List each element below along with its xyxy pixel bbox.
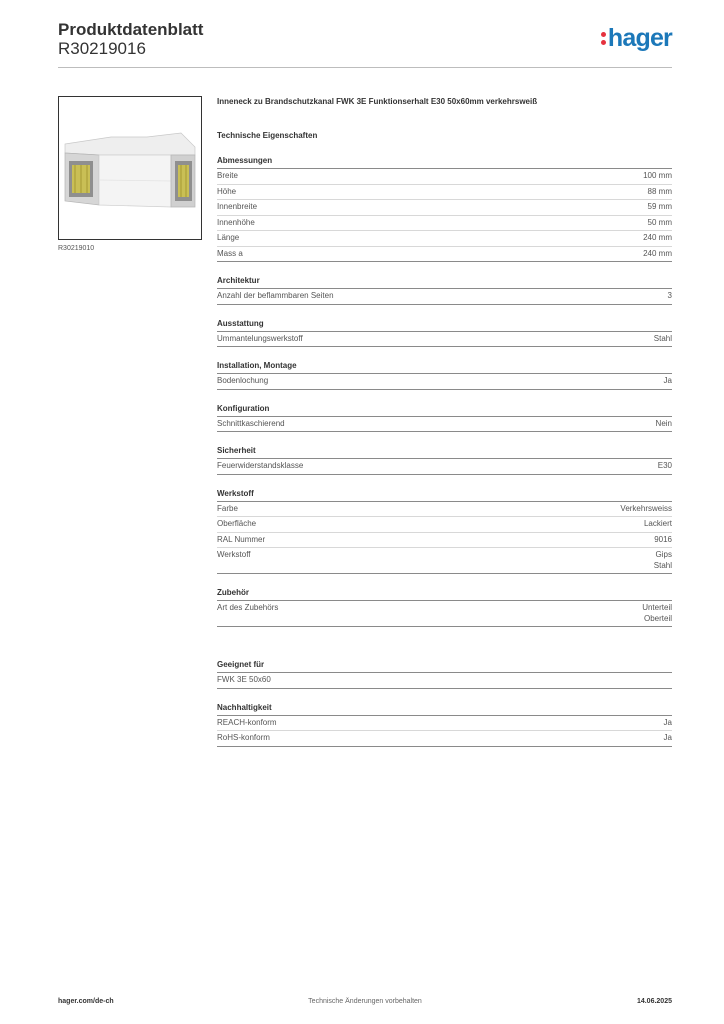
property-group — [217, 360, 672, 390]
property-group — [217, 403, 672, 433]
property-label: Oberfläche — [217, 519, 257, 528]
property-label: Innenbreite — [217, 202, 258, 211]
property-group — [217, 318, 672, 348]
property-row — [217, 547, 672, 573]
property-row — [217, 246, 672, 262]
property-label: Breite — [217, 171, 238, 180]
property-label: Mass a — [217, 248, 243, 258]
property-row — [217, 730, 672, 746]
property-value: Verkehrsweiss — [620, 503, 672, 513]
product-data — [217, 96, 672, 747]
property-value: 240 mm — [643, 248, 672, 258]
property-value-line: Unterteil — [642, 603, 672, 612]
property-label: Anzahl der beflammbaren Seiten — [217, 291, 334, 300]
property-label: FWK 3E 50x60 — [217, 675, 271, 684]
property-row — [217, 230, 672, 246]
property-row — [217, 169, 672, 184]
property-group — [217, 587, 672, 627]
group-title: Ausstattung — [217, 318, 672, 332]
group-rows — [217, 673, 672, 689]
property-label: Ummantelungswerkstoff — [217, 333, 303, 343]
group-rows — [217, 716, 672, 747]
property-row — [217, 716, 672, 731]
property-value: 100 mm — [643, 171, 672, 180]
property-label: RoHS-konform — [217, 733, 270, 742]
logo-dots-icon — [601, 24, 607, 46]
property-group — [217, 488, 672, 575]
header-divider — [58, 67, 672, 68]
property-label: Farbe — [217, 503, 238, 513]
property-label: Höhe — [217, 186, 237, 196]
group-title: Nachhaltigkeit — [217, 702, 672, 716]
property-value — [642, 602, 672, 624]
property-value — [654, 549, 672, 571]
property-row — [217, 532, 672, 548]
footer-website: hager.com/de-ch — [58, 998, 114, 1005]
group-rows — [217, 502, 672, 575]
property-row — [217, 199, 672, 215]
document-title: Produktdatenblatt — [58, 20, 204, 39]
group-rows — [217, 459, 672, 475]
page-header — [58, 20, 672, 68]
group-rows — [217, 417, 672, 433]
property-row — [217, 332, 672, 347]
property-group — [217, 155, 672, 262]
property-value: 3 — [667, 291, 672, 300]
property-row — [217, 516, 672, 532]
page-footer — [58, 998, 672, 1010]
property-label: RAL Nummer — [217, 534, 266, 544]
group-title: Konfiguration — [217, 403, 672, 417]
property-group — [217, 275, 672, 305]
property-value: E30 — [657, 461, 672, 470]
logo-text: hager — [607, 24, 672, 52]
group-title: Installation, Montage — [217, 360, 672, 374]
property-label: Bodenlochung — [217, 376, 269, 385]
property-row — [217, 673, 672, 688]
property-group — [217, 702, 672, 747]
property-row — [217, 184, 672, 200]
group-title: Architektur — [217, 275, 672, 289]
property-value: Stahl — [653, 333, 672, 343]
group-title: Geeignet für — [217, 659, 672, 673]
property-group — [217, 659, 672, 689]
group-title: Abmessungen — [217, 155, 672, 169]
group-rows — [217, 169, 672, 262]
group-rows — [217, 289, 672, 305]
property-value: 240 mm — [643, 233, 672, 242]
footer-notice: Technische Änderungen vorbehalten — [308, 998, 422, 1005]
property-label: Schnittkaschierend — [217, 418, 285, 428]
group-title: Sicherheit — [217, 445, 672, 459]
group-rows — [217, 332, 672, 348]
property-label: Innenhöhe — [217, 217, 255, 227]
product-number: R30219016 — [58, 39, 146, 58]
property-group — [217, 445, 672, 475]
hager-logo — [601, 24, 672, 53]
property-value: Ja — [663, 733, 672, 742]
property-row — [217, 289, 672, 304]
group-rows — [217, 601, 672, 627]
property-label: Feuerwiderstandsklasse — [217, 461, 304, 470]
property-value: Ja — [663, 376, 672, 385]
property-value: 88 mm — [647, 186, 672, 196]
property-value-line: Stahl — [653, 561, 672, 570]
duct-corner-illustration — [59, 97, 201, 239]
property-row — [217, 502, 672, 517]
footer-date: 14.06.2025 — [636, 998, 672, 1005]
group-title: Werkstoff — [217, 488, 672, 502]
product-description: Inneneck zu Brandschutzkanal FWK 3E Funktionserhalt E30 50x60mm verkehrsweiß — [217, 97, 538, 106]
property-row — [217, 374, 672, 389]
property-row — [217, 459, 672, 474]
technical-properties-heading: Technische Eigenschaften — [217, 131, 318, 140]
product-image — [58, 96, 202, 240]
property-value: 9016 — [654, 534, 672, 544]
property-row — [217, 601, 672, 626]
property-value: Nein — [655, 418, 672, 428]
property-label: REACH-konform — [217, 717, 277, 727]
group-rows — [217, 374, 672, 390]
property-value-line: Gips — [655, 550, 672, 559]
property-groups — [217, 155, 672, 747]
property-value: Lackiert — [643, 519, 672, 528]
image-caption: R30219010 — [58, 245, 95, 252]
group-title: Zubehör — [217, 587, 672, 601]
property-value: 50 mm — [647, 217, 672, 227]
property-value-line: Oberteil — [643, 614, 672, 623]
property-value: Ja — [663, 717, 672, 727]
property-label: Länge — [217, 233, 240, 242]
property-label: Werkstoff — [217, 550, 251, 559]
property-row — [217, 215, 672, 231]
property-row — [217, 417, 672, 432]
property-label: Art des Zubehörs — [217, 603, 279, 612]
property-value: 59 mm — [647, 202, 672, 211]
